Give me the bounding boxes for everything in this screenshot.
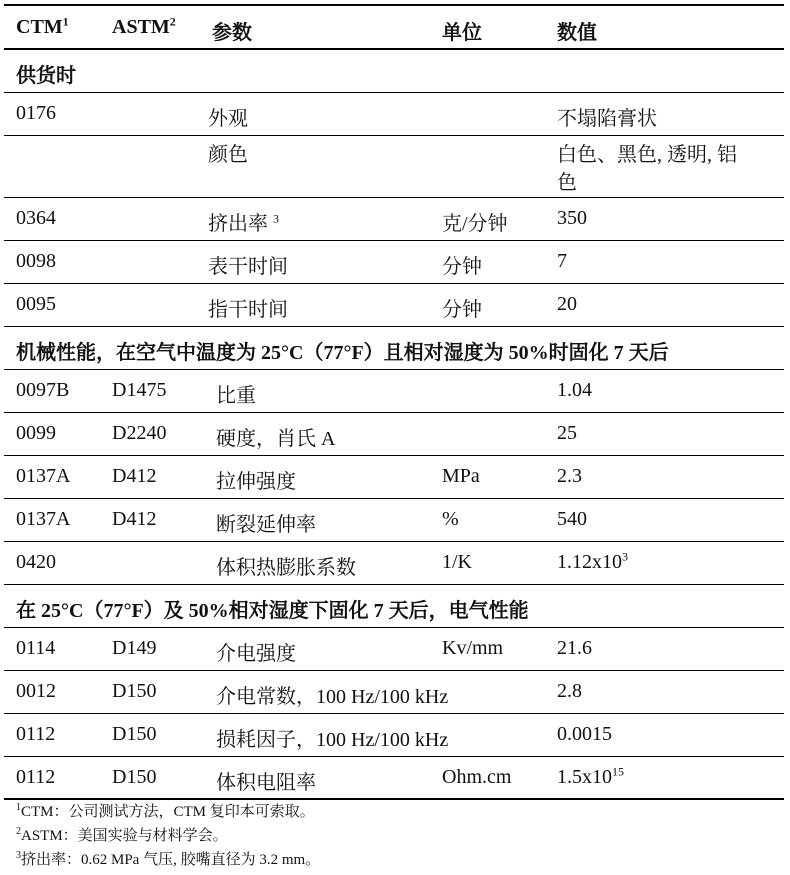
cell-unit <box>430 412 545 455</box>
cell-param: 外观 <box>200 92 430 135</box>
cell-ctm: 0112 <box>4 713 100 756</box>
cell-ctm: 0012 <box>4 670 100 713</box>
cell-param: 介电常数，100 Hz/100 kHz <box>200 670 545 713</box>
cell-param: 硬度，肖氏 A <box>200 412 430 455</box>
cell-astm <box>100 283 200 326</box>
cell-value: 7 <box>545 240 784 283</box>
header-ctm: CTM$^1$ <box>4 5 100 49</box>
section-title: 机械性能，在空气中温度为 25°C（77°F）且相对湿度为 50%时固化 7 天后 <box>4 326 784 369</box>
cell-param: 断裂延伸率 <box>200 498 430 541</box>
cell-astm <box>100 197 200 240</box>
table-row <box>4 283 784 326</box>
table-row <box>4 541 784 584</box>
cell-ctm: 0420 <box>4 541 100 584</box>
cell-unit: Kv/mm <box>430 627 545 670</box>
cell-unit: 克/分钟 <box>430 197 545 240</box>
table-row <box>4 135 784 197</box>
cell-astm: D412 <box>100 455 200 498</box>
cell-ctm: 0137A <box>4 455 100 498</box>
cell-param: 表干时间 <box>200 240 430 283</box>
cell-astm: D2240 <box>100 412 200 455</box>
cell-param: 体积热膨胀系数 <box>200 541 430 584</box>
cell-value: $1.5x10^{15}$ <box>545 756 784 799</box>
cell-ctm: 0176 <box>4 92 100 135</box>
cell-value: 20 <box>545 283 784 326</box>
cell-ctm: 0097B <box>4 369 100 412</box>
section-row <box>4 326 784 369</box>
cell-value: 350 <box>545 197 784 240</box>
table-row <box>4 240 784 283</box>
cell-value: 21.6 <box>545 627 784 670</box>
header-param: 参数 <box>200 5 430 49</box>
cell-ctm: 0095 <box>4 283 100 326</box>
cell-ctm: 0099 <box>4 412 100 455</box>
table-row <box>4 455 784 498</box>
cell-param: 指干时间 <box>200 283 430 326</box>
cell-param: 损耗因子，100 Hz/100 kHz <box>200 713 545 756</box>
cell-unit <box>430 92 545 135</box>
cell-param: 介电强度 <box>200 627 430 670</box>
section-row <box>4 584 784 627</box>
cell-astm: D149 <box>100 627 200 670</box>
cell-value: $1.12x10^3$ <box>545 541 784 584</box>
cell-ctm: 0112 <box>4 756 100 799</box>
table-row <box>4 92 784 135</box>
table-row <box>4 197 784 240</box>
section-row <box>4 49 784 92</box>
cell-value: 不塌陷膏状 <box>545 92 784 135</box>
table-row <box>4 412 784 455</box>
cell-unit: 分钟 <box>430 240 545 283</box>
cell-astm <box>100 240 200 283</box>
properties-table <box>4 4 784 800</box>
cell-param: 颜色 <box>200 135 430 197</box>
table-row <box>4 369 784 412</box>
table-header <box>4 5 784 49</box>
cell-unit: 分钟 <box>430 283 545 326</box>
cell-value: 0.0015 <box>545 713 784 756</box>
footnote-3: $^3$挤出率：0.62 MPa 气压, 胶嘴直径为 3.2 mm。 <box>16 850 321 868</box>
header-astm: ASTM$^2$ <box>100 5 200 49</box>
cell-ctm <box>4 135 100 197</box>
cell-astm: D1475 <box>100 369 200 412</box>
cell-astm: D150 <box>100 670 200 713</box>
footnote-2: $^2$ASTM：美国实验与材料学会。 <box>16 826 228 844</box>
cell-value: 2.8 <box>545 670 784 713</box>
section-title: 在 25°C（77°F）及 50%相对湿度下固化 7 天后，电气性能 <box>4 584 784 627</box>
cell-value: 25 <box>545 412 784 455</box>
table-row <box>4 713 784 756</box>
cell-ctm: 0114 <box>4 627 100 670</box>
cell-astm <box>100 92 200 135</box>
cell-unit <box>430 369 545 412</box>
cell-param: 比重 <box>200 369 430 412</box>
table-row <box>4 670 784 713</box>
cell-astm: D412 <box>100 498 200 541</box>
table-row <box>4 498 784 541</box>
cell-ctm: 0364 <box>4 197 100 240</box>
header-unit: 单位 <box>430 5 545 49</box>
cell-unit <box>430 135 545 197</box>
table-row <box>4 627 784 670</box>
cell-value: 540 <box>545 498 784 541</box>
cell-unit: Ohm.cm <box>430 756 545 799</box>
table-row <box>4 756 784 799</box>
cell-ctm: 0137A <box>4 498 100 541</box>
cell-astm <box>100 541 200 584</box>
cell-param: 体积电阻率 <box>200 756 430 799</box>
cell-unit: 1/K <box>430 541 545 584</box>
cell-value: 2.3 <box>545 455 784 498</box>
cell-astm: D150 <box>100 756 200 799</box>
footnote-1: $^1$CTM：公司测试方法，CTM 复印本可索取。 <box>16 802 315 820</box>
cell-value: 白色、黑色, 透明, 铝色 <box>545 135 784 197</box>
section-title: 供货时 <box>4 49 784 92</box>
cell-unit: MPa <box>430 455 545 498</box>
cell-value: 1.04 <box>545 369 784 412</box>
header-value: 数值 <box>545 5 784 49</box>
cell-ctm: 0098 <box>4 240 100 283</box>
cell-unit: % <box>430 498 545 541</box>
cell-astm <box>100 135 200 197</box>
cell-param: 拉伸强度 <box>200 455 430 498</box>
cell-astm: D150 <box>100 713 200 756</box>
cell-param: 挤出率 $^3$ <box>200 197 430 240</box>
